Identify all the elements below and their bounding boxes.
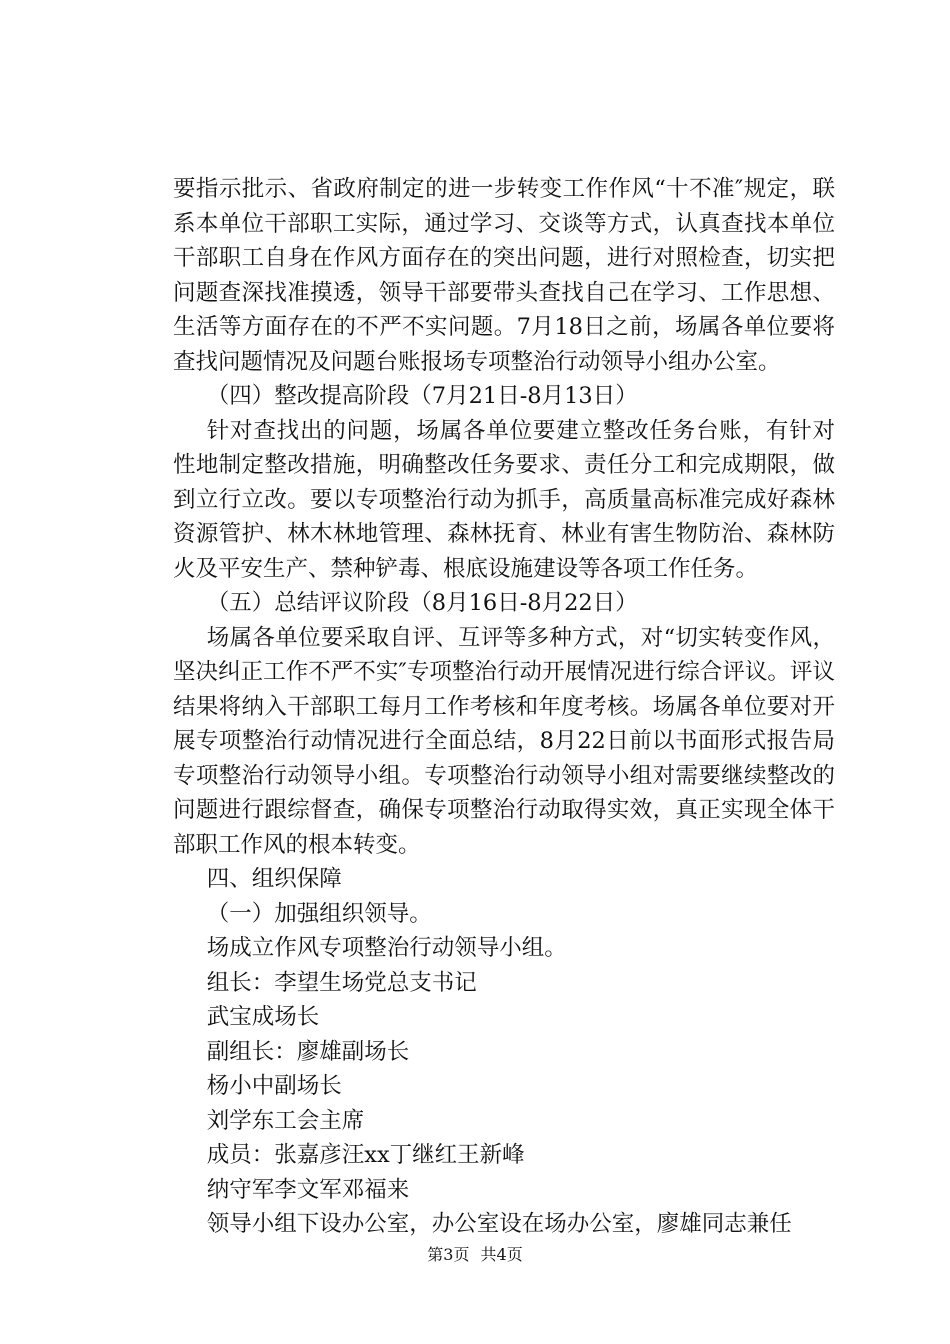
section-heading-summary: （五）总结评议阶段（8月16日-8月22日） <box>206 590 638 616</box>
member-line: 刘学东工会主席 <box>206 1107 365 1134</box>
section-heading-organization: 四、组织保障 <box>206 866 342 892</box>
member-line: 组长：李望生场党总支书记 <box>206 969 477 996</box>
page-total: 共4页 <box>480 1245 523 1264</box>
paragraph-office: 领导小组下设办公室，办公室设在场办公室，廖雄同志兼任 <box>206 1211 792 1237</box>
paragraph-leadership-group: 场成立作风专项整治行动领导小组。 <box>206 935 567 961</box>
subsection-heading-leadership: （一）加强组织领导。 <box>206 900 432 927</box>
paragraph-rectification: 针对查找出的问题，场属各单位要建立整改任务台账，有针对性地制定整改措施，明确整改任务要求、责任分工和完成期限，做到立行立改。要以专项整治行动为抓手，高质量高标准完成好森林资源管护、林木林地管理、森林抚育、林业有害生物防治、森林防火及平安生产、禁种铲毒、根底设施建设等各项工作任务。 <box>173 417 835 582</box>
document-body <box>173 172 835 1242</box>
member-line: 纳守军李文军邓福来 <box>206 1176 410 1203</box>
member-line: 杨小中副场长 <box>206 1073 342 1099</box>
member-line: 成员：张嘉彦汪xx丁继红王新峰 <box>206 1142 525 1168</box>
member-line: 武宝成场长 <box>206 1004 320 1030</box>
member-line: 副组长：廖雄副场长 <box>206 1038 410 1065</box>
page-number: 第3页 <box>427 1245 470 1264</box>
page-footer <box>0 1245 950 1265</box>
section-heading-rectification: （四）整改提高阶段（7月21日-8月13日） <box>206 383 638 409</box>
paragraph-continuation: 要指示批示、省政府制定的进一步转变工作作风“十不准″规定，联系本单位干部职工实际，通过学习、交谈等方式，认真查找本单位干部职工自身在作风方面存在的突出问题，进行对照检查，切实把问题查深找准摸透，领导干部要带头查找自己在学习、工作思想、生活等方面存在的不严不实问题。7月18日之前，场属各单位要将查找问题情况及问题台账报场专项整治行动领导小组办公室。 <box>173 176 835 375</box>
paragraph-summary: 场属各单位要采取自评、互评等多种方式，对“切实转变作风，坚决纠正工作不严不实″专项整治行动开展情况进行综合评议。评议结果将纳入干部职工每月工作考核和年度考核。场属各单位要对开展专项整治行动情况进行全面总结，8月22日前以书面形式报告局专项整治行动领导小组。专项整治行动领导小组对需要继续整改的问题进行跟综督查，确保专项整治行动取得实效，真正实现全体干部职工作风的根本转变。 <box>173 624 835 858</box>
